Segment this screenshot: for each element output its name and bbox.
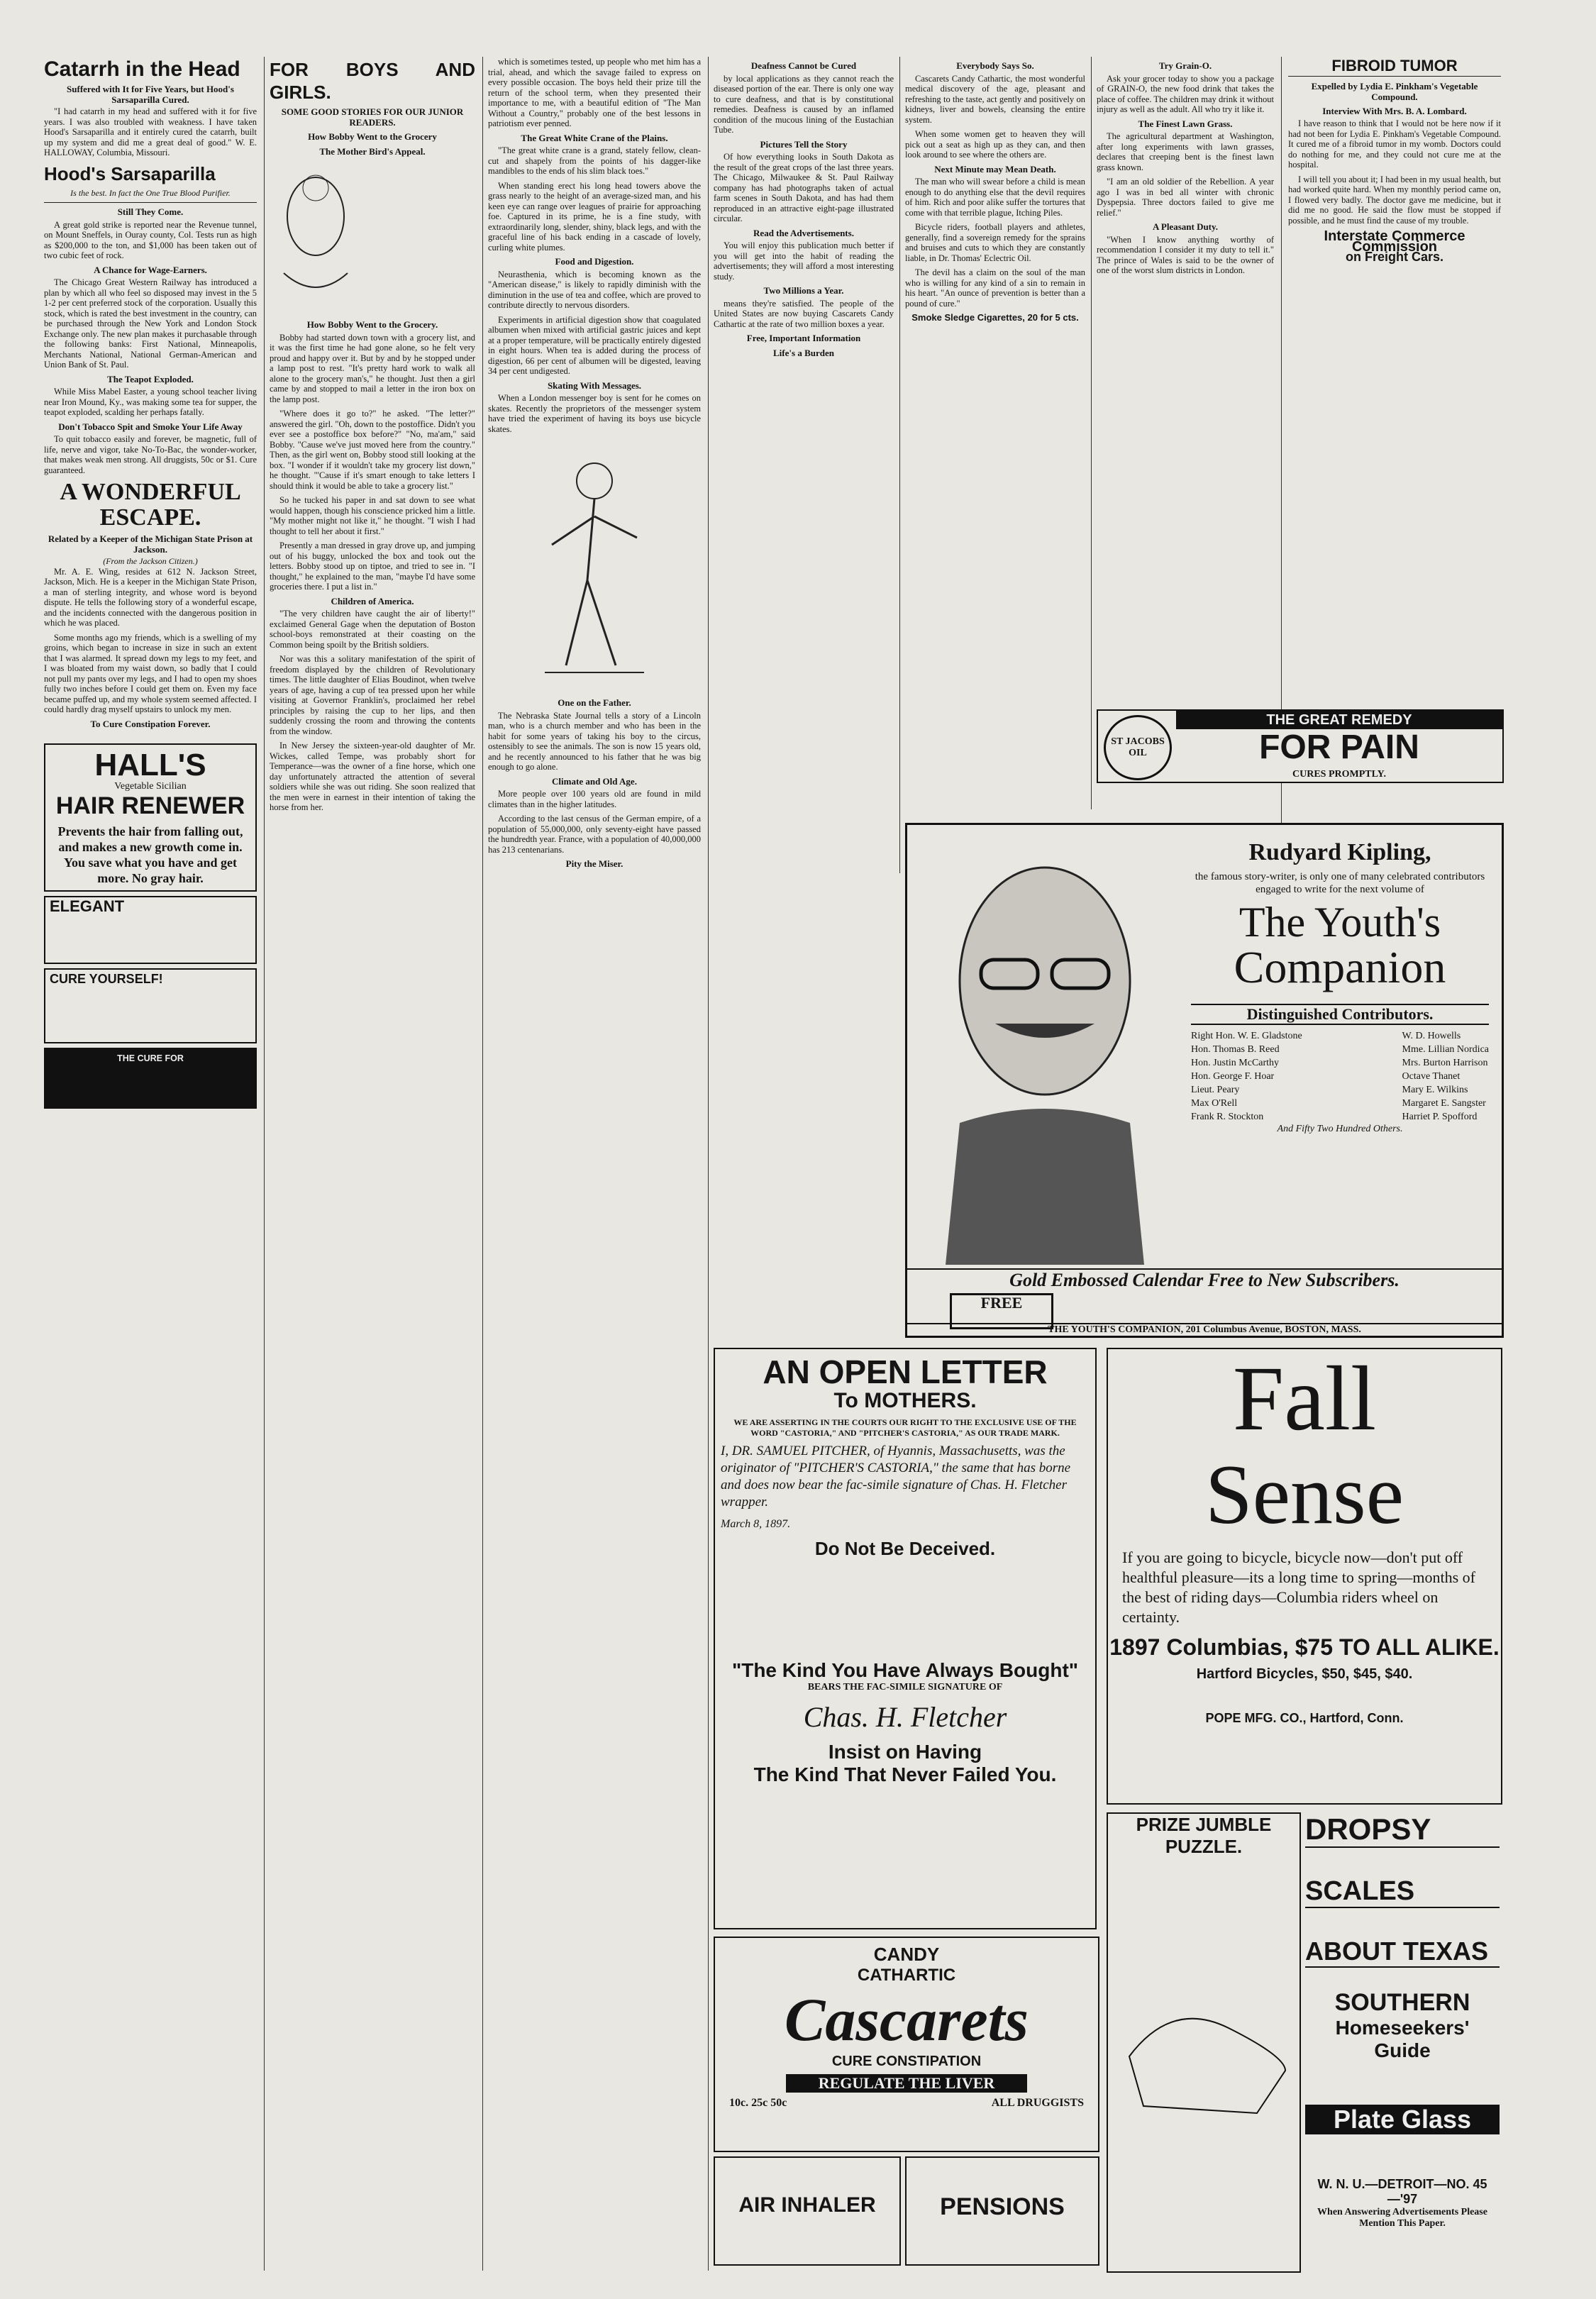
subhead-fibroid: Expelled by Lydia E. Pinkham's Vegetable Compound. (1311, 80, 1478, 102)
section-pictures: Pictures Tell the Story (760, 138, 848, 150)
kipling-portrait (917, 839, 1173, 1265)
contributors-left (1191, 1029, 1302, 1124)
interstate-commerce: Interstate Commerce Commission (1324, 228, 1465, 255)
fall-price: 1897 Columbias, $75 TO ALL ALIKE. (1109, 1634, 1500, 1660)
castoria-date: March 8, 1897. (721, 1518, 791, 1530)
filler: "When I know anything worthy of recommendation I consider it my duty to tell it." The prince of Wales is said to be the owner of one of the worst slum districts in London. (1097, 234, 1274, 275)
elegant-ad (44, 896, 257, 964)
prize-jumble-ad (1107, 1812, 1301, 2273)
filler: "Where does it go to?" he asked. "The letter?" answered the girl. "Oh, down to the postoffice. Didn't you ever see a postoffice box before?" "No, ma'am," said Bobby. "Cause we've just moved here from the country." Then, as the girl went on, Bobby stood still looking at the box. "I wonder if it wouldn't take my grocery list down," he thought. "'Cause if it's smart enough to take letters I should think it would be able to take a grocery list." (270, 409, 475, 491)
section-free-info: Free, Important Information (746, 333, 861, 343)
cascarets-candy: CANDY (873, 1944, 940, 1965)
contributor: W. D. Howells (1402, 1031, 1461, 1041)
contributors-right (1402, 1029, 1489, 1124)
contributor: Mme. Lillian Nordica (1402, 1044, 1489, 1055)
air-inhaler: AIR INHALER (738, 2193, 876, 2217)
halls-body: Prevents the hair from falling out, and makes a new growth come in. You save what you have and get more. No gray hair. (57, 824, 243, 885)
cascarets-cure: CURE CONSTIPATION (831, 2054, 982, 2069)
skater-icon (488, 438, 687, 694)
section-everybody: Everybody Says So. (956, 60, 1034, 71)
filler: The man who will swear before a child is mean enough to do anything else that the devil requires of him. Rich and poor alike suffer the tortures that come with that terrible plague, Itching Piles. (905, 177, 1085, 218)
headline-catarrh: Catarrh in the Head (44, 57, 240, 81)
southern: SOUTHERN (1334, 1989, 1470, 2016)
bears-sig: BEARS THE FAC-SIMILE SIGNATURE OF (807, 1682, 1003, 1693)
kipling-name: Rudyard Kipling, (1248, 839, 1431, 865)
cascarets-reg: REGULATE THE LIVER (786, 2074, 1027, 2093)
column-6 (1097, 57, 1274, 809)
smoke-sledge: Smoke Sledge Cigarettes, 20 for 5 cts. (911, 312, 1079, 323)
kipling-desc: the famous story-writer, is only one of many celebrated contributors engaged to write for the next volume of (1195, 871, 1485, 895)
contributor: Mary E. Wilkins (1402, 1085, 1468, 1095)
youths-companion-ad (905, 823, 1504, 1338)
castoria-body2: I, DR. SAMUEL PITCHER, of Hyannis, Massachusetts, was the originator of "PITCHER'S CASTORIA," the same that has borne and does now bear the fac-simile signature of Chas. H. Fletcher wrapper. (721, 1444, 1071, 1509)
prize-jumble: PRIZE JUMBLE PUZZLE. (1136, 1814, 1272, 1857)
headline-boys-girls: FOR BOYS AND GIRLS. (270, 59, 475, 103)
section-interview: Interview With Mrs. B. A. Lombard. (1322, 105, 1467, 116)
body-food: Neurasthenia, which is becoming known as the "American disease," is likely to rapidly diminish with the diminution in the use of tea and coffee, which are proved to contribute directly to nervous disorders. (488, 269, 701, 310)
filler: When some women get to heaven they will pick out a seat as high up as they can, and then look around to see where the others are. (905, 129, 1085, 160)
teapot: The Teapot Exploded. (107, 373, 194, 384)
filler: The agricultural department at Washington, after long experiments with lawn grasses, declares that creeping bent is the finest lawn grass known. (1097, 131, 1274, 172)
jacobs-main: FOR PAIN (1259, 729, 1419, 766)
companion-title-2: Companion (1234, 942, 1446, 992)
sense-word: Sense (1205, 1447, 1404, 1541)
filler: According to the last census of the German empire, of a population of 55,000,000, only seventy-eight have passed the hundredth year. France, with a population of 40,000,000 has 213 centenarians. (488, 814, 701, 855)
body-escape: Mr. A. E. Wing, resides at 612 N. Jackson Street, Jackson, Mich. He is a keeper in the Michigan State Prison, a man of sterling integrity, and whose word is beyond dispute. He tells the following story of a wonderful escape, and the incidents connected with the dangerous position in which he was placed. (44, 566, 257, 628)
section-grocery: How Bobby Went to the Grocery (308, 131, 437, 142)
st-jacobs-logo: ST JACOBS OIL (1104, 715, 1172, 780)
contributor: Lieut. Peary (1191, 1085, 1240, 1095)
headline-fibroid: FIBROID TUMOR (1331, 57, 1458, 74)
section-father: One on the Father. (558, 697, 631, 708)
filler: The Chicago Great Western Railway has introduced a plan by which all who feel so disposed may invest in the 5 1-2 per cent preferred stock of the corporation. Usually this stock, which is rated the best investment in the country, can be purchased through the New York and London Stock Exchange only. The new plan makes it purchasable through the following banks: First National, Minneapolis, Merchants National, National German-American and Union Bank of St. Paul. (44, 277, 257, 370)
filler: The devil has a claim on the soul of the man who is willing for any kind of a sin to remain in his heart. "An ounce of prevention is better than a pound of cure." (905, 267, 1085, 309)
section-lawn-grass: The Finest Lawn Grass. (1138, 118, 1233, 129)
section-read-ads: Read the Advertisements. (753, 227, 854, 238)
section-next-minute: Next Minute may Mean Death. (934, 163, 1056, 174)
filler: Nor was this a solitary manifestation of the spirit of freedom displayed by the children of Revolutionary times. The little daughter of Elias Boudinot, when twelve years of age, having a cup of tea pressed upon her while visiting at Governor Franklin's, proclaimed her rebel principles by raising the cup to her lips, and then suddenly crossing the room and throwing the contents from the window. (270, 654, 475, 736)
section-children: Children of America. (331, 595, 414, 606)
body-bobby: Bobby had started down town with a grocery list, and it was the first time he had gone alone, so he felt very proud and happy over it. But by and by he stopped under a lamp post to rest. "It's pretty hard work to walk all alone to the grocery man's," he thought. Just then a girl came by and stopped to mail a letter in the iron box on the lamp post. (270, 332, 475, 404)
contributor: Hon. Thomas B. Reed (1191, 1044, 1280, 1055)
section-climate: Climate and Old Age. (552, 775, 637, 787)
answering: When Answering Advertisements Please Mention This Paper. (1317, 2207, 1487, 2229)
subhead-escape: Related by a Keeper of the Michigan State Prison at Jackson. (48, 533, 253, 555)
jacobs-top: THE GREAT REMEDY (1176, 711, 1502, 729)
section-miser: Pity the Miser. (565, 858, 624, 869)
dropsy: DROPSY (1305, 1812, 1500, 1848)
hood-ad: Hood's Sarsaparilla (44, 162, 216, 184)
hartford-bicycles: Hartford Bicycles, $50, $45, $40. (1196, 1666, 1413, 1682)
body-crane: "The great white crane is a grand, stately fellow, clean-cut and shapely from the points of his dagger-like mandibles to the ends of his slim black toes." (488, 145, 701, 176)
contributor: Right Hon. W. E. Gladstone (1191, 1031, 1302, 1041)
cure-constipation: To Cure Constipation Forever. (90, 718, 211, 729)
map-icon (1115, 1985, 1292, 2127)
still-they-come: Still They Come. (117, 206, 184, 217)
kind-you-bought: "The Kind You Have Always Bought" (731, 1659, 1079, 1681)
plate-glass: Plate Glass (1305, 2105, 1500, 2134)
column-3 (488, 57, 701, 2271)
cure-yourself-ad (44, 968, 257, 1043)
source-jackson: (From the Jackson Citizen.) (103, 556, 198, 566)
filler: Bicycle riders, football players and athletes, generally, find a sovereign remedy for the sprains and bruises and cuts to which they are constantly liable, in Dr. Thomas' Eclectric Oil. (905, 222, 1085, 263)
contributors-more: And Fifty Two Hundred Others. (1277, 1124, 1403, 1134)
section-life-burden: Life's a Burden (773, 347, 834, 358)
halls-sub: Vegetable Sicilian (114, 781, 187, 792)
column-4 (714, 57, 894, 873)
homeseekers: Homeseekers' Guide (1335, 2017, 1470, 2061)
fall-body: If you are going to bicycle, bicycle now—don't put off healthful pleasure—its a long time to spring—months of the best of riding days—Columbia riders wheel on certainty. (1122, 1549, 1475, 1626)
pensions: PENSIONS (940, 2193, 1065, 2220)
filler: means they're satisfied. The people of the United States are now buying Cascarets Candy Cathartic at the rate of two million boxes a year. (714, 298, 894, 329)
bottom-ad (44, 1048, 257, 1109)
contributor: Octave Thanet (1402, 1071, 1461, 1082)
section-food: Food and Digestion. (555, 256, 634, 267)
section-crane: The Great White Crane of the Plains. (521, 132, 668, 143)
distinguished: Distinguished Contributors. (1191, 1004, 1489, 1025)
free-word: FREE (980, 1294, 1023, 1312)
section-mother-bird: The Mother Bird's Appeal. (319, 145, 426, 157)
filler: I will tell you about it; I had been in my usual health, but had worked quite hard. When my monthly period came on, I flowed very badly. The doctor gave me medicine, but it did me no good. He said the flow must be stopped if possible, and he must find the cause of my trouble. (1288, 174, 1501, 226)
elegant-title: ELEGANT (50, 897, 125, 915)
hood-sub: Is the best. In fact the One True Blood Purifier. (70, 187, 231, 198)
bird-illustration (270, 160, 475, 316)
filler: A great gold strike is reported near the Revenue tunnel, on Mount Sneffels, in Ouray county, Col. Tests run as high as $200,000 to the ton, and $1,000 has been taken out of two cubic feet of rock. (44, 219, 257, 260)
column-1 (44, 57, 257, 2271)
pope-mfg: POPE MFG. CO., Hartford, Conn. (1205, 1711, 1404, 1725)
headline-escape: A WONDERFUL ESCAPE. (60, 479, 241, 531)
contributor: Max O'Rell (1191, 1098, 1238, 1109)
filler: Presently a man dressed in gray drove up, and jumping out of his buggy, unlocked the box and took out the letters. Bobby stood up on tiptoe, and tried to see in. "I thought," he explained to the man, "maybe I'd have some groceries there. I put a list in." (270, 541, 475, 592)
section-pleasant-duty: A Pleasant Duty. (1152, 221, 1219, 232)
cascarets-name: Cascarets (785, 1985, 1029, 2054)
section-deafness: Deafness Cannot be Cured (750, 60, 857, 71)
filler: In New Jersey the sixteen-year-old daughter of Mr. Wickes, called Tempe, was probably short for Temperance—was the owner of a fine horse, which one day unfortunately attracted the attention of several soldiers while she was out riding. She soon realized that the men were in earnest in their intention of taking the horse from her. (270, 741, 475, 812)
filler: Cascarets Candy Cathartic, the most wonderful medical discovery of the age, pleasant and refreshing to the taste, act gently and positively on kidneys, liver and bowels, cleansing the entire system. (905, 73, 1085, 125)
scales: SCALES (1305, 1876, 1500, 1908)
never-failed: The Kind That Never Failed You. (753, 1763, 1057, 1785)
about-texas: ABOUT TEXAS (1305, 1937, 1500, 1968)
portrait-icon (917, 839, 1173, 1265)
insist: Insist on Having (828, 1741, 982, 1763)
cure-yourself-title: CURE YOURSELF! (50, 971, 163, 986)
wage-earners: A Chance for Wage-Earners. (94, 264, 207, 275)
section-grain-o: Try Grain-O. (1158, 60, 1212, 71)
fletcher-signature: Chas. H. Fletcher (803, 1701, 1007, 1733)
filler: To quit tobacco easily and forever, be magnetic, full of life, nerve and vigor, take No-To-Bac, the wonder-worker, that makes weak men strong. All druggists, 50c or $1. Cure guaranteed. (44, 434, 257, 475)
body-catarrh: "I had catarrh in my head and suffered with it for five years. I was also troubled with weakness. I have taken Hood's Sarsaparilla and it entirely cured the catarrh, built up my system and did me a great deal of good." W. E. HALLOWAY, Columbia, Missouri. (44, 106, 257, 157)
filler: The Nebraska State Journal tells a story of a Lincoln man, who is a church member and who has been in the habit for some years of taking his boy to the circus, ostensibly to see the animals. The son is now 15 years old, and he recently announced to his father that he was big enough to go alone. (488, 710, 701, 772)
halls-hair-renewer-ad (44, 743, 257, 892)
filler: Experiments in artificial digestion show that coagulated albumen when mixed with artificial gastric juices and kept at a proper temperature, will be practically entirely digested in eight hours. When tea is added during the process of digestion, 66 per cent of albumen will be digested, leaving 34 per cent undigested. (488, 314, 701, 376)
filler: Some months ago my friends, which is a swelling of my groins, which began to increase in size in such an extent that I was alarmed. It spread down my legs to my feet, and I was bloated from my waist down, so badly that I could not pull my pants over my legs, and I had to open my shoes fully two inches before I could get them on. Even my face became puffed up, and my whole system seemed affected. I could hardly drag myself upstairs to unlock my men. (44, 632, 257, 714)
halls-title: HALL'S (94, 748, 206, 782)
section-skating: Skating With Messages. (547, 380, 642, 391)
cascarets-druggists: ALL DRUGGISTS (991, 2097, 1084, 2109)
calendar-offer: Gold Embossed Calendar Free to New Subscribers. (907, 1268, 1502, 1291)
companion-footer: THE YOUTH'S COMPANION, 201 Columbus Avenue, BOSTON, MASS. (907, 1323, 1502, 1336)
tobacco: Don't Tobacco Spit and Smoke Your Life Away (58, 421, 243, 432)
filler: So he tucked his paper in and sat down to see what would happen, though his conscience pricked him a little. "My mother might not like it," he thought. "I wish I had thought to tell her about it first." (270, 495, 475, 536)
open-letter: AN OPEN LETTER (763, 1353, 1048, 1390)
cascarets-ad (714, 1937, 1099, 2152)
companion-title-1: The Youth's (1238, 899, 1441, 946)
filler: "I am an old soldier of the Rebellion. A year ago I was in bed all winter with chronic Dyspepsia. Three doctors failed to give me relief." (1097, 177, 1274, 218)
filler: Of how everything looks in South Dakota as the result of the great crops of the last three years. The Chicago, Milwaukee & St. Paul Railway company has had photographs taken of actual farm scenes in South Dakota, and has had them reproduced in an attractive eight-page illustrated circular. (714, 152, 894, 223)
body-fibroid: I have reason to think that I would not be here now if it had not been for Lydia E. Pinkham's Vegetable Compound. It cured me of a fibroid tumor in my womb. Doctors could do nothing for me, and they could not cure me at the hospital. (1288, 118, 1501, 170)
jacobs-sub: CURES PROMPTLY. (1292, 769, 1386, 780)
filler: which is sometimes tested, up people who met him has a trial, ahead, and which the savage failed to express on every possible occasion. The boys held their prize till the return of the school term, when they presented their importance to me, with a beautiful edition of "The Man Without a Country," probably one of the best lessons in patriotism ever penned. (488, 57, 701, 128)
subhead-catarrh: Suffered with It for Five Years, but Hood's Sarsaparilla Cured. (67, 84, 234, 105)
column-5 (905, 57, 1085, 809)
column-2 (270, 57, 475, 2271)
skater-illustration (488, 438, 701, 694)
filler: You will enjoy this publication much better if you will get into the habit of reading the advertisements; they will afford a most interesting study. (714, 240, 894, 282)
cascarets-cathartic: CATHARTIC (857, 1966, 956, 1985)
subhead-boys-girls: SOME GOOD STORIES FOR OUR JUNIOR READERS. (281, 106, 464, 128)
section-bobby: How Bobby Went to the Grocery. (306, 319, 438, 330)
castoria-ad (714, 1348, 1097, 1929)
castoria-body: WE ARE ASSERTING IN THE COURTS OUR RIGHT TO THE EXCLUSIVE USE OF THE WORD "CASTORIA," AND "PITCHER'S CASTORIA," AS OUR TRADE MARK. (733, 1417, 1077, 1438)
fall-sense-ad (1107, 1348, 1502, 1805)
contributor: Harriet P. Spofford (1402, 1112, 1478, 1122)
filler: While Miss Mabel Easter, a young school teacher living near Iron Mound, Ky., was making some tea for supper, the teapot exploded, scalding her perhaps fatally. (44, 387, 257, 417)
filler: When standing erect his long head towers above the grass nearly to the height of an average-sized man, and his keen eye can range over leagues of prairie for approaching foe. Captured in its prime, he is a fine study, with extraordinarily long, slender, shiny, black legs, and with the graceful line of his back ending in a cascade of lovely, curling white plumes. (488, 180, 701, 253)
not-deceived: Do Not Be Deceived. (814, 1538, 996, 1559)
body-skating: When a London messenger boy is sent for he comes on skates. Recently the proprietors of the messenger system have tried the experiment of having its boys use bicycle skates. (488, 393, 701, 434)
contributor: Mrs. Burton Harrison (1402, 1058, 1488, 1068)
right-ads (1305, 1812, 1500, 2270)
fall-word: Fall (1232, 1348, 1377, 1450)
filler: Ask your grocer today to show you a package of GRAIN-O, the new food drink that takes the place of coffee. The children may drink it without injury as well as the adult. All who try it like it. (1097, 73, 1274, 114)
bottom-ad-text: THE CURE FOR (117, 1053, 184, 1063)
st-jacobs-oil-ad (1097, 709, 1504, 783)
freight-cars: on Freight Cars. (1345, 250, 1443, 264)
body-climate: More people over 100 years old are found in mild climates than in the higher latitudes. (488, 789, 701, 809)
section-two-millions: Two Millions a Year. (763, 285, 844, 296)
column-7 (1288, 57, 1501, 795)
filler: by local applications as they cannot reach the diseased portion of the ear. There is only one way to cure deafness, and that is by constitutional remedies. Deafness is caused by an inflamed condition of the mucous lining of the Eustachian Tube. (714, 73, 894, 135)
wnu: W. N. U.—DETROIT—NO. 45—'97 (1317, 2177, 1487, 2206)
contributor: Hon. George F. Hoar (1191, 1071, 1275, 1082)
contributor: Hon. Justin McCarthy (1191, 1058, 1280, 1068)
body-children: "The very children have caught the air of liberty!" exclaimed General Gage when the deputation of Boston school-boys remonstrated at their coasting on the Common being spoilt by the British soldiers. (270, 609, 475, 650)
bird-icon (270, 160, 362, 316)
halls-renewer: HAIR RENEWER (55, 792, 245, 819)
contributor: Frank R. Stockton (1191, 1112, 1264, 1122)
contributor: Margaret E. Sangster (1402, 1098, 1486, 1109)
cascarets-prices: 10c. 25c 50c (729, 2097, 787, 2109)
to-mothers: To MOTHERS. (833, 1389, 977, 1412)
